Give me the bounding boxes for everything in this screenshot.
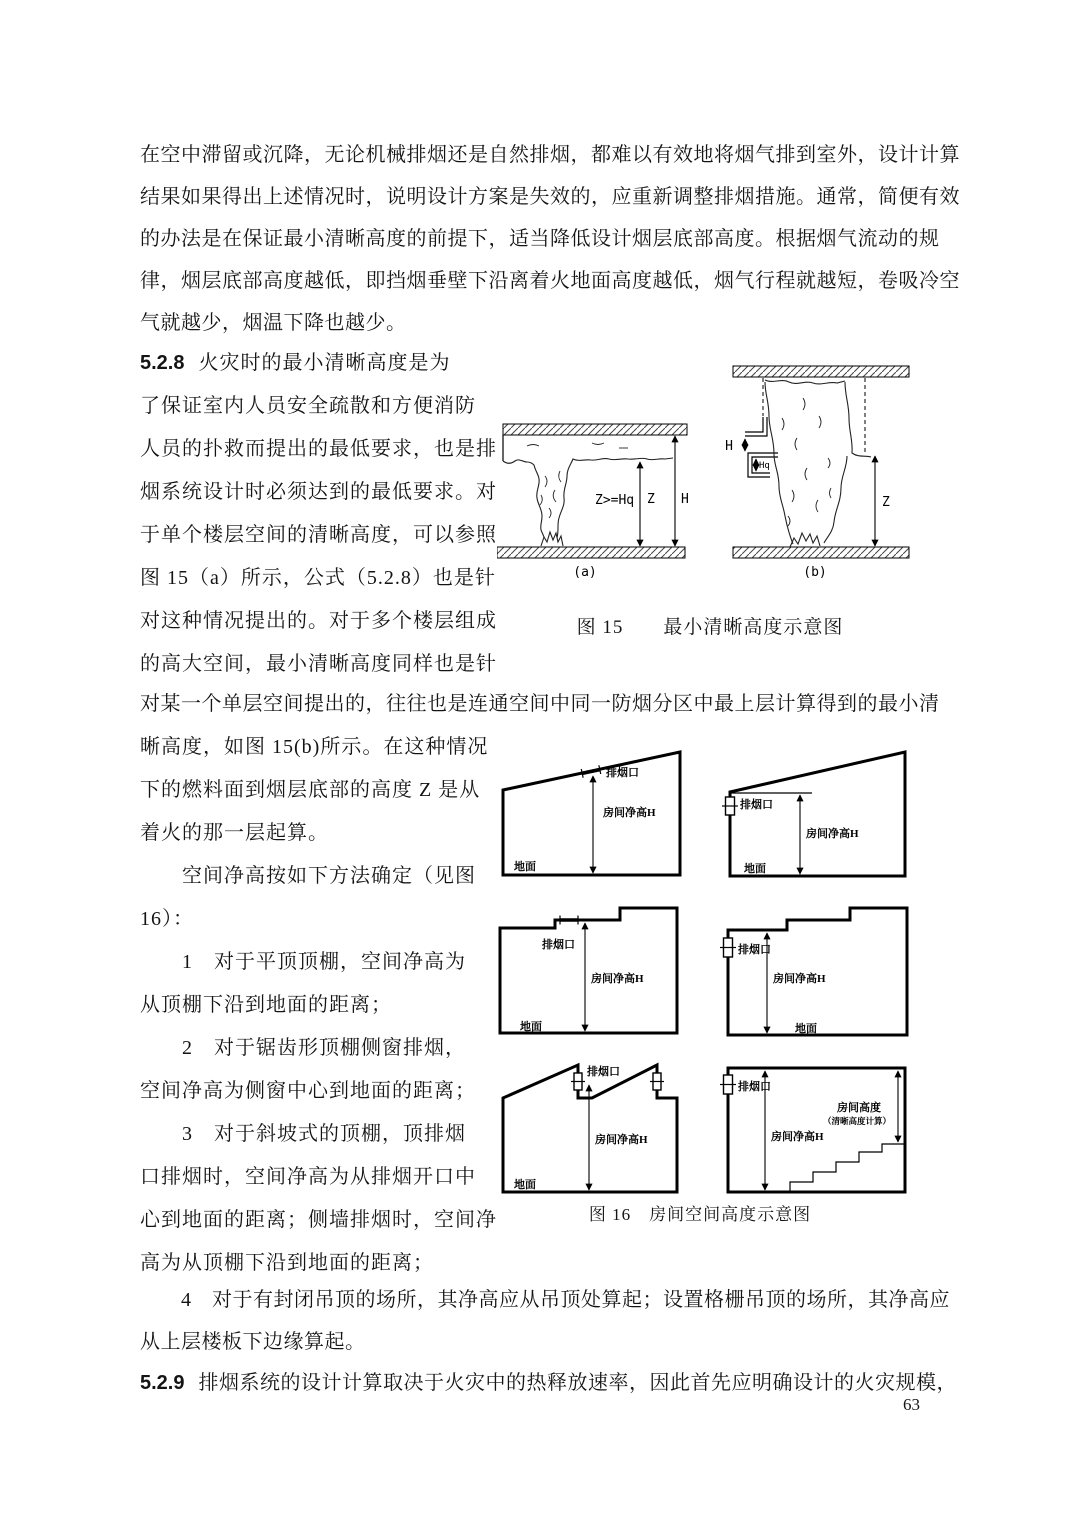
text-line: 结果如果得出上述情况时，说明设计方案是失效的，应重新调整排烟措施。通常，简便有效 xyxy=(140,186,960,208)
fig16-room-stair xyxy=(720,1068,905,1192)
height-label: 房间净高H xyxy=(773,973,826,985)
section-first-line: 火灾时的最小清晰高度是为 xyxy=(198,352,451,374)
fig16-room-sawtooth xyxy=(503,1064,677,1192)
text-line: 下的燃料面到烟层底部的高度 Z 是从 xyxy=(140,779,481,801)
text-line: 空间净高按如下方法确定（见图 xyxy=(140,865,476,887)
section-5-2-9-heading xyxy=(140,1362,960,1404)
text-line: 对这种情况提出的。对于多个楼层组成 xyxy=(140,610,497,632)
text-line: 从上层楼板下边缘算起。 xyxy=(140,1331,366,1353)
floor-label: 地面 xyxy=(744,863,766,875)
fig15-room-b xyxy=(725,366,909,580)
floor-label: 地面 xyxy=(795,1023,817,1035)
ceiling-slab xyxy=(503,424,687,435)
flame xyxy=(790,533,820,547)
label-z: Z xyxy=(882,495,890,510)
text-line: 3 对于斜坡式的顶棚，顶排烟 xyxy=(140,1123,466,1145)
label-h: H xyxy=(681,492,689,507)
text-line: 空间净高为侧窗中心到地面的距离； xyxy=(140,1080,476,1102)
figure-15-caption: 图 15 最小清晰高度示意图 xyxy=(576,617,844,638)
vent-label: 排烟口 xyxy=(542,939,575,951)
room-outline xyxy=(503,1065,677,1192)
text-line: 了保证室内人员安全疏散和方便消防 xyxy=(140,395,476,417)
text-line: 高为从顶棚下沿到地面的距离； xyxy=(140,1252,434,1274)
floor-label: 地面 xyxy=(520,1021,542,1033)
label-a: (a) xyxy=(573,565,597,580)
text-line: 图 15（a）所示，公式（5.2.8）也是针 xyxy=(140,567,496,589)
section-5-2-8-heading xyxy=(140,342,510,385)
smoke-layer-left xyxy=(503,460,544,537)
smoke-top xyxy=(765,380,845,384)
text-line: 律，烟层底部高度越低，即挡烟垂壁下沿离着火地面高度越低，烟气行程就越短，卷吸冷空 xyxy=(140,270,960,292)
vent-label: 排烟口 xyxy=(587,1066,620,1078)
text-line: 着火的那一层起算。 xyxy=(140,822,329,844)
smoke-edge-right xyxy=(824,456,847,543)
text-line: 2 对于锯齿形顶棚侧窗排烟， xyxy=(140,1037,466,1059)
height-label: 房间净高H xyxy=(603,807,656,819)
text-line: 气就越少，烟温下降也越少。 xyxy=(140,312,407,334)
staircase xyxy=(790,1144,905,1192)
label-b: (b) xyxy=(803,565,827,580)
text-line: 1 对于平顶顶棚，空间净高为 xyxy=(140,951,466,973)
figure-15-min-clear-height-diagram xyxy=(497,358,942,590)
smoke-underside-right xyxy=(845,382,871,457)
height-label: 房间净高H xyxy=(771,1131,824,1143)
room-outline xyxy=(728,908,907,1035)
room-outline xyxy=(500,908,677,1033)
text-line: 心到地面的距离；侧墙排烟时，空间净 xyxy=(140,1209,497,1231)
floor-slab xyxy=(497,547,685,558)
label-z: Z xyxy=(647,492,655,507)
label-formula: Z>=Hq xyxy=(595,493,635,508)
paragraph-top xyxy=(140,134,960,344)
page-number: 63 xyxy=(903,1395,920,1414)
height-label: 房间净高H xyxy=(591,973,644,985)
ceiling-slab xyxy=(733,366,909,377)
text-line: 在空中滞留或沉降，无论机械排烟还是自然排烟，都难以有效地将烟气排到室外，设计计算 xyxy=(140,144,960,166)
fig16-room-slope-wall-vent xyxy=(722,752,905,876)
label-hq: Hq xyxy=(759,461,770,471)
text-line: 口排烟时，空间净高为从排烟开口中 xyxy=(140,1166,476,1188)
fig16-room-step-roof-vent xyxy=(500,908,677,1033)
section-number: 5.2.8 xyxy=(140,352,185,374)
text-line: 从顶棚下沿到地面的距离； xyxy=(140,994,392,1016)
floor-label: 地面 xyxy=(514,861,536,873)
figure-16-room-height-diagram xyxy=(490,742,950,1198)
vent-symbol xyxy=(560,916,578,925)
flame xyxy=(541,532,563,546)
room-height-note: （清晰高度计算） xyxy=(823,1116,892,1126)
height-label: 房间净高H xyxy=(595,1134,648,1146)
vent-symbol xyxy=(581,765,600,778)
bridge-line xyxy=(140,683,950,725)
section-text: 排烟系统的设计计算取决于火灾中的热释放速率，因此首先应明确设计的火灾规模， xyxy=(198,1372,957,1394)
text-line: 人员的扑救而提出的最低要求，也是排 xyxy=(140,438,497,460)
floor-slab xyxy=(733,547,909,558)
text-line: 烟系统设计时必须达到的最低要求。对 xyxy=(140,481,497,503)
room-height-label: 房间高度 xyxy=(837,1102,881,1114)
text-line: 的办法是在保证最小清晰高度的前提下，适当降低设计烟层底部高度。根据烟气流动的规 xyxy=(140,228,940,250)
vent-label: 排烟口 xyxy=(738,944,771,956)
fig15-room-a xyxy=(497,424,689,580)
text-line: 于单个楼层空间的清晰高度，可以参照 xyxy=(140,524,497,546)
fig16-room-step-wall-vent xyxy=(720,908,907,1035)
text-line: 16）： xyxy=(140,908,194,930)
section-number: 5.2.9 xyxy=(140,1372,185,1394)
vent-label: 排烟口 xyxy=(738,1081,771,1093)
figure-16-caption: 图 16 房间空间高度示意图 xyxy=(588,1205,812,1224)
text-line: 的高大空间，最小清晰高度同样也是针 xyxy=(140,653,497,675)
vent-label: 排烟口 xyxy=(606,767,639,779)
text-line: 对某一个单层空间提出的，往往也是连通空间中同一防烟分区中最上层计算得到的最小清 xyxy=(140,693,940,715)
smoke-squiggles xyxy=(782,398,831,526)
text-line: 4 对于有封闭吊顶的场所，其净高应从吊顶处算起；设置格栅吊顶的场所，其净高应 xyxy=(140,1289,950,1311)
vent-label: 排烟口 xyxy=(740,799,773,811)
floor-label: 地面 xyxy=(514,1179,536,1191)
room-outline xyxy=(730,752,905,876)
section-5-2-8-left-column xyxy=(140,385,510,686)
label-h: H xyxy=(725,439,733,454)
section-5-2-8-left-column-2 xyxy=(140,726,510,1285)
fig16-room-slope-roof-vent xyxy=(503,752,680,875)
item-4-paragraph xyxy=(140,1279,950,1363)
text-line: 晰高度，如图 15(b)所示。在这种情况 xyxy=(140,736,489,758)
height-label: 房间净高H xyxy=(806,828,859,840)
